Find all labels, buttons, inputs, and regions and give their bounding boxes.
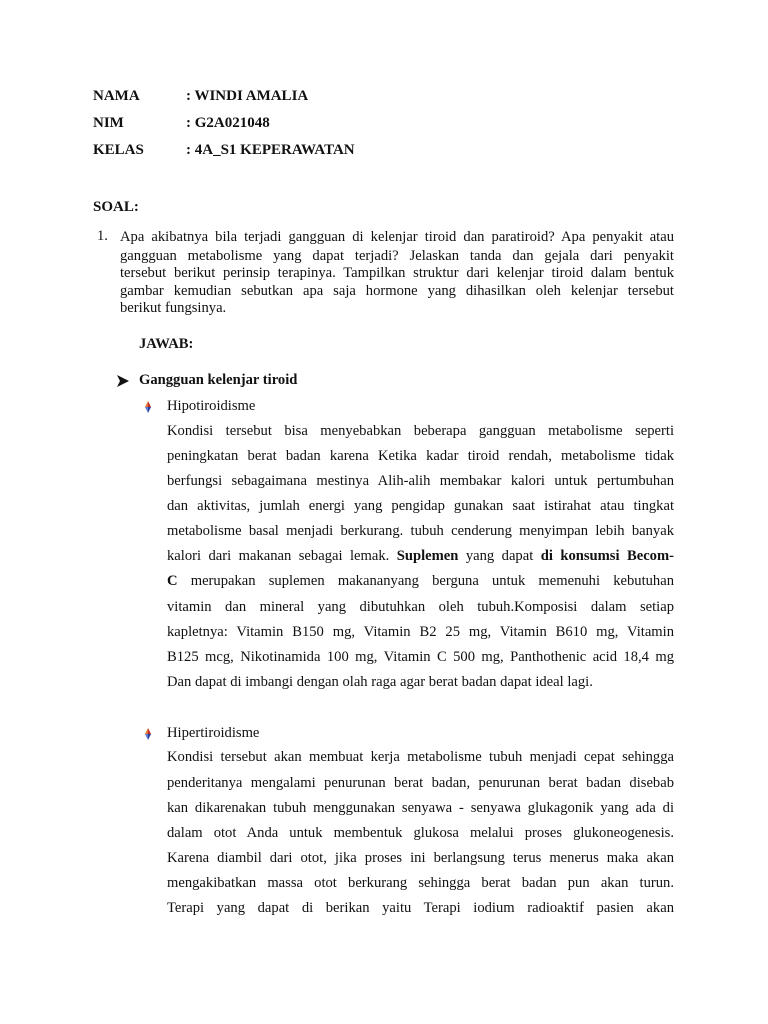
body-line-suplemen bbox=[167, 548, 674, 565]
name-label: NAMA bbox=[93, 88, 140, 104]
question-line: gambar kemudian sebutkan apa saja hormone yang dihasilkan oleh kelenjar tersebut bbox=[120, 283, 674, 299]
body-line: mengakibatkan massa otot berkurang sehingga berat badan pun akan turun. bbox=[167, 875, 674, 891]
body-line: B125 mcg, Nikotinamida 100 mg, Vitamin C 500 mg, Panthothenic acid 18,4 mg bbox=[167, 649, 674, 665]
text-segment: yang dapat bbox=[458, 548, 541, 564]
question-number: 1. bbox=[97, 228, 108, 244]
question-line: Apa akibatnya bila terjadi gangguan di kelenjar tiroid dan paratiroid? Apa penyakit atau bbox=[120, 229, 674, 245]
diamond-bullet-icon bbox=[142, 728, 154, 740]
soal-heading: SOAL: bbox=[93, 199, 139, 215]
body-line: Terapi yang dapat di berikan yaitu Terapi iodium radioaktif pasien akan bbox=[167, 900, 674, 916]
body-line: kan dikarenakan tubuh menggunakan senyawa - senyawa glukagonik yang ada di bbox=[167, 800, 674, 816]
kelas-value: : 4A_S1 KEPERAWATAN bbox=[186, 142, 355, 158]
nim-value: : G2A021048 bbox=[186, 115, 270, 131]
konsumsi-bold: di konsumsi Becom- bbox=[540, 548, 674, 564]
name-value: : WINDI AMALIA bbox=[186, 88, 309, 104]
body-line: penderitanya mengalami penurunan berat badan, penurunan berat badan disebab bbox=[167, 775, 674, 791]
section-title: Gangguan kelenjar tiroid bbox=[139, 372, 298, 388]
body-line: Kondisi tersebut bisa menyebabkan beberapa gangguan metabolisme seperti bbox=[167, 423, 674, 439]
body-line: Kondisi tersebut akan membuat kerja metabolisme tubuh menjadi cepat sehingga bbox=[167, 749, 674, 765]
hipertiroidisme-title: Hipertiroidisme bbox=[167, 725, 260, 741]
body-line: dalam otot Anda untuk membentuk glukosa melalui proses glukoneogenesis. bbox=[167, 825, 674, 841]
jawab-heading: JAWAB: bbox=[139, 336, 194, 352]
becom-c-bold: C bbox=[167, 573, 178, 589]
body-line: peningkatan berat badan karena Ketika kadar tiroid rendah, metabolisme tidak bbox=[167, 448, 674, 464]
body-line: kapletnya: Vitamin B150 mg, Vitamin B2 25 mg, Vitamin B610 mg, Vitamin bbox=[167, 624, 674, 640]
kelas-label: KELAS bbox=[93, 142, 144, 158]
body-line: Dan dapat di imbangi dengan olah raga agar berat badan dapat ideal lagi. bbox=[167, 674, 593, 690]
question-line: berikut fungsinya. bbox=[120, 300, 227, 316]
body-line: dan aktivitas, jumlah energi yang pengidap gunakan saat istirahat atau tingkat bbox=[167, 498, 674, 514]
nim-label: NIM bbox=[93, 115, 124, 131]
text-segment: kalori dari makanan sebagai lemak. bbox=[167, 548, 397, 564]
arrowhead-bullet-icon bbox=[116, 374, 130, 388]
question-line: tersebut berikut perinsip terapinya. Tampilkan struktur dari kelenjar tiroid dalam bentuk bbox=[120, 265, 674, 281]
diamond-bullet-icon bbox=[142, 401, 154, 413]
hipotiroidisme-title: Hipotiroidisme bbox=[167, 398, 256, 414]
text-segment: merupakan suplemen makananyang berguna untuk memenuhi kebutuhan bbox=[177, 573, 674, 589]
body-line: vitamin dan mineral yang dibutuhkan oleh tubuh.Komposisi dalam setiap bbox=[167, 599, 674, 615]
question-line: gangguan metabolisme yang dapat terjadi? Jelaskan tanda dan gejala dari penyakit bbox=[120, 248, 674, 264]
suplemen-bold: Suplemen bbox=[396, 548, 459, 564]
body-line: metabolisme basal menjadi berkurang. tubuh cenderung menyimpan lebih banyak bbox=[167, 523, 674, 539]
body-line-becomc bbox=[167, 573, 674, 590]
body-line: berfungsi sebagaimana mestinya Alih-alih membakar kalori untuk pertumbuhan bbox=[167, 473, 674, 489]
body-line: Karena diambil dari otot, jika proses ini berlangsung terus menerus maka akan bbox=[167, 850, 674, 866]
